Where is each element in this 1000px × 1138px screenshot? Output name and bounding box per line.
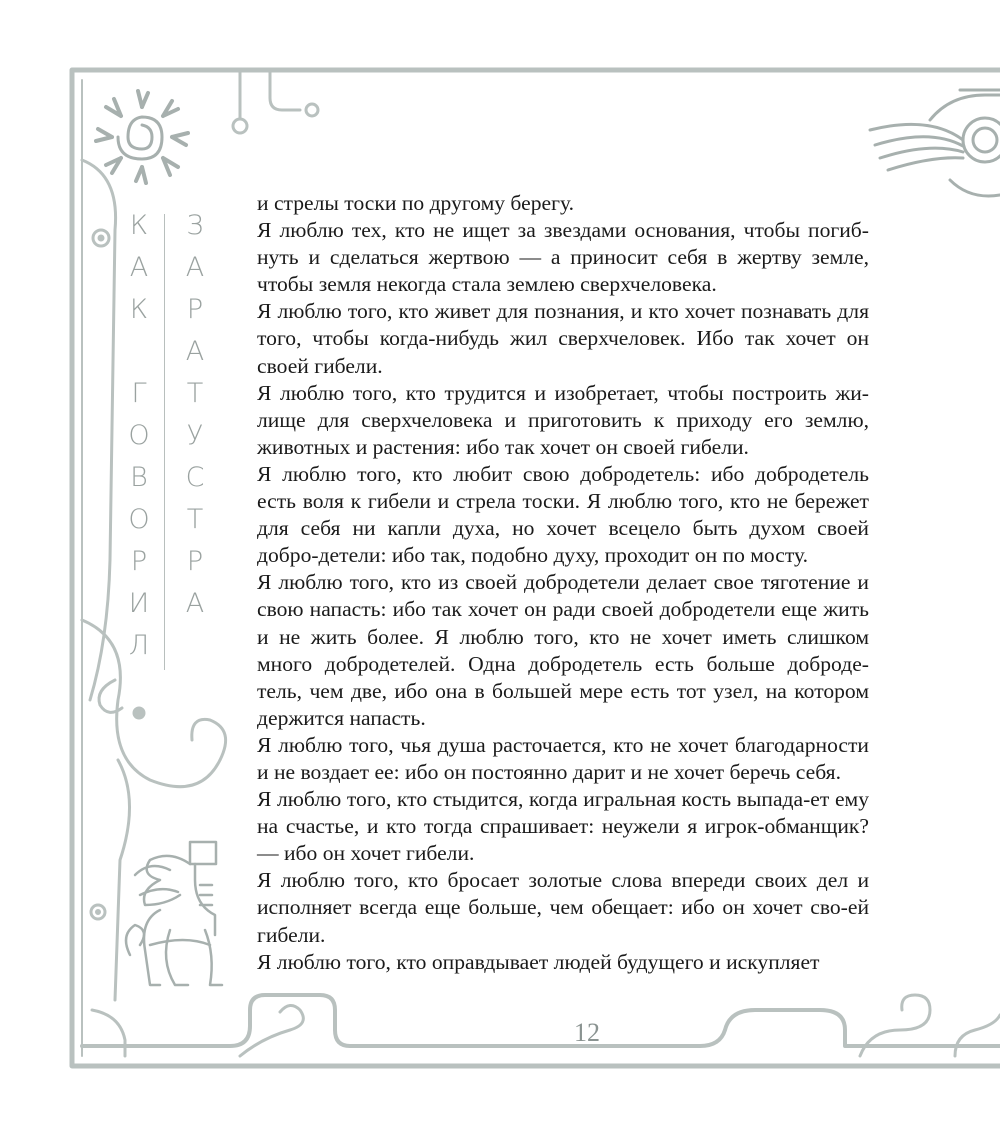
title-letter: Т	[186, 378, 204, 409]
paragraph: и стрелы тоски по другому берегу.	[257, 191, 574, 215]
paragraph: Я люблю того, кто из своей добродетели делает свое тяготение и свою напасть: ибо так хочет он ради своей добродетели еще жить и не жить более. Я люблю того, кто не хочет иметь слишком много добродетелей. Одна добродетель есть больше доброде-тель, чем две, ибо она в большей мере есть тот узел, на котором держится напасть.	[257, 570, 869, 730]
title-letter: А	[185, 588, 205, 619]
page-number: 12	[574, 1018, 600, 1047]
winged-sun-icon	[870, 90, 1000, 196]
title-letter: Т	[186, 504, 204, 535]
book-title-vertical-right	[178, 205, 212, 625]
title-letter: Р	[186, 294, 204, 325]
title-letter: К	[129, 210, 149, 241]
body-text	[257, 190, 869, 976]
title-letter: Л	[128, 630, 150, 661]
title-letter: З	[186, 210, 204, 241]
title-letter: О	[128, 420, 150, 451]
paragraph: Я люблю того, кто оправдывает людей будущего и искупляет	[257, 949, 820, 974]
title-letter: Г	[131, 378, 147, 409]
title-letter: А	[185, 336, 205, 367]
title-letter: В	[130, 462, 148, 493]
sun-icon	[96, 91, 188, 183]
title-letter: И	[128, 588, 150, 619]
paragraph: Я люблю тех, кто не ищет за звездами основания, чтобы погиб-нуть и сделаться жертвою — а приносит себя в жертву земле, чтобы земля некогда стала землею сверхчеловека.	[257, 218, 869, 297]
title-divider	[164, 214, 165, 670]
title-letter: Р	[130, 546, 148, 577]
title-letter: С	[185, 462, 205, 493]
paragraph: Я люблю того, кто трудится и изобретает, чтобы построить жи-лище для сверхчеловека и приготовить к приходу его землю, животных и растения: ибо так хочет он своей гибели.	[257, 380, 869, 459]
book-title-vertical-left	[122, 205, 156, 667]
paragraph: Я люблю того, кто бросает золотые слова впереди своих дел и исполняет всегда еще больше, чем обещает: ибо он хочет сво-ей гибели.	[257, 868, 869, 947]
paragraph: Я люблю того, кто любит свою добродетель: ибо добродетель есть воля к гибели и стрела тоски. Я люблю того, кто не бережет для себя ни капли духа, но хочет всецело быть духом своей добро-детели: ибо так, подобно духу, проходит он по мосту.	[257, 461, 869, 568]
title-letter: Р	[186, 546, 204, 577]
title-letter: К	[129, 294, 149, 325]
title-letter: У	[186, 420, 204, 451]
paragraph: Я люблю того, чья душа расточается, кто не хочет благодарности и не воздает ее: ибо он постоянно дарит и не хочет беречь себя.	[257, 732, 869, 784]
lamassu-icon	[126, 842, 222, 985]
title-letter: А	[185, 252, 205, 283]
paragraph: Я люблю того, кто живет для познания, и кто хочет познавать для того, чтобы когда-нибудь жил сверхчеловек. Ибо так хочет он своей гибели.	[257, 299, 869, 378]
title-letter: А	[129, 252, 149, 283]
paragraph: Я люблю того, кто стыдится, когда игральная кость выпада-ет ему на счастье, и кто тогда спрашивает: неужели я игрок-обманщик? — ибо он хочет гибели.	[257, 787, 869, 866]
title-letter: О	[128, 504, 150, 535]
